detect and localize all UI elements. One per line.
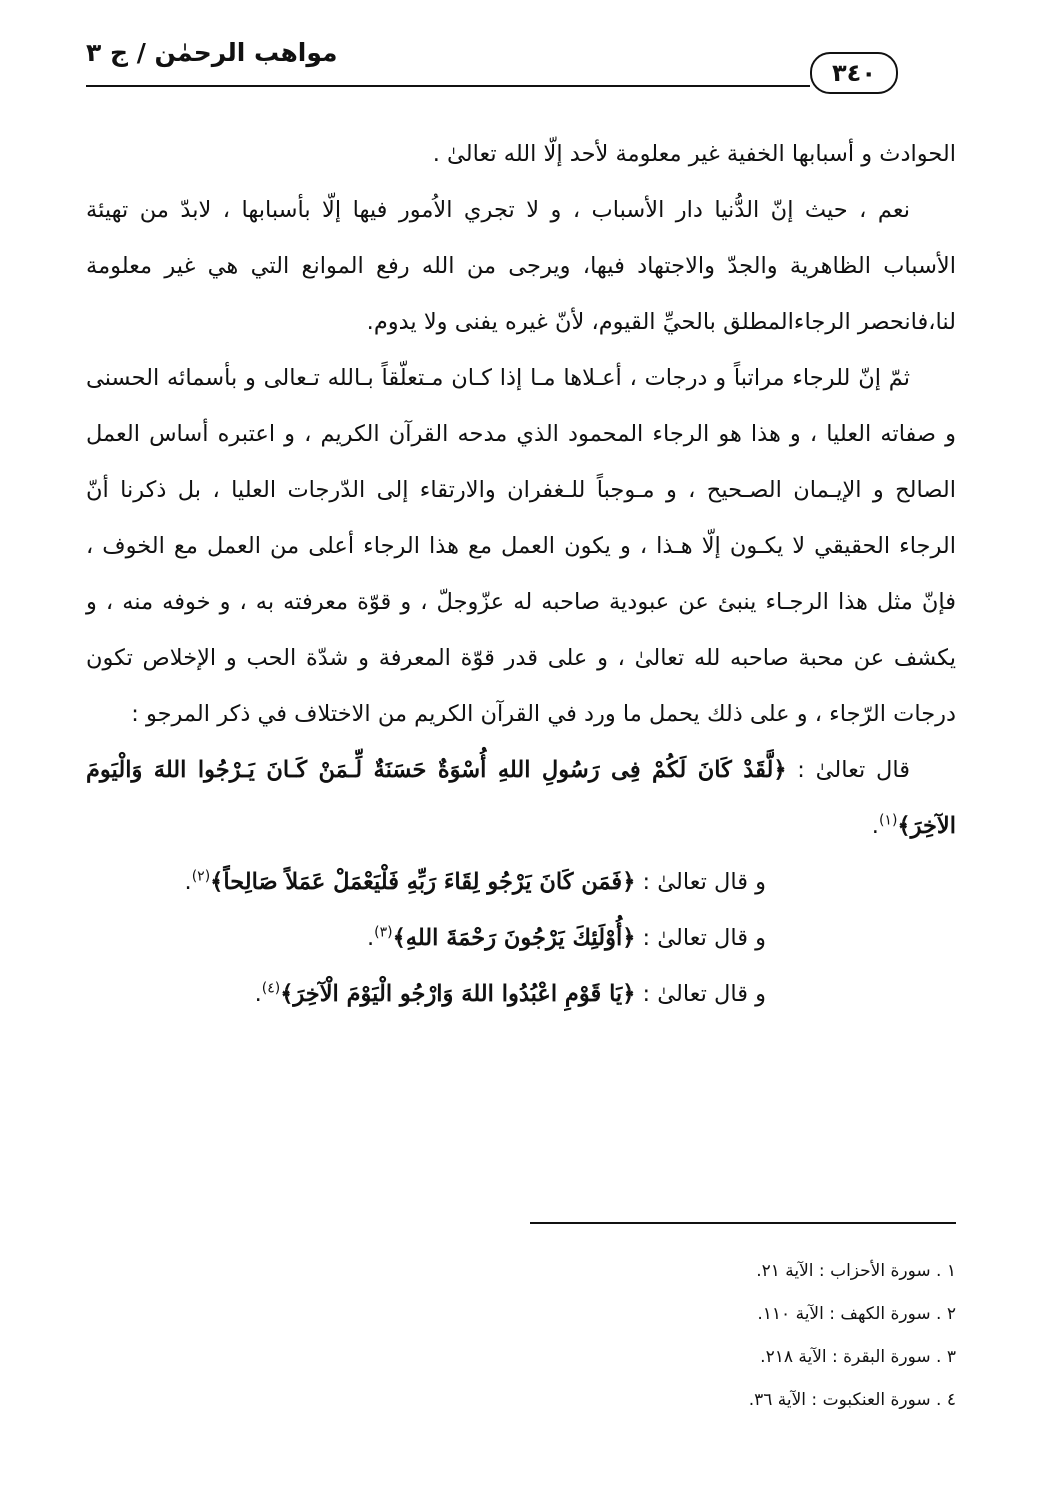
footnote-ref: (٤) [261,980,281,997]
footnotes [420,1250,956,1422]
paragraph-3: ثمّ إنّ للرجاء مراتباً و درجات ، أعـلاها مـا إذا كـان مـتعلّقاً بـالله تـعالى و بأسمائه الحسنى و صفاته العليا ، و هذا هو الرجاء المحمود الذي مدحه القرآن الكريم ، و اعتبره أساس العمل الصالح و الإيـمان الصـحيح ، و مـوجباً للـغفران والارتقاء إلى الدّرجات العليا ، بل ذكرنا أنّ الرجاء الحقيقي لا يكـون إلّا هـذا ، و يكون العمل مع هذا الرجاء أعلى من العمل مع الخوف ، فإنّ مثل هذا الرجـاء ينبئ عن عبودية صاحبه له عزّوجلّ ، و قوّة معرفته به ، و خوفه منه ، و يكشف عن محبة صاحبه لله تعالىٰ ، و على قدر قوّة المعرفة و شدّة الحب و الإخلاص تكون درجات الرّجاء ، و على ذلك يحمل ما ورد في القرآن الكريم من الاختلاف في ذكر المرجو : [86,365,956,727]
quote-lead-text: و قال تعالىٰ : [635,925,766,951]
body-text [86,126,956,1022]
footnote-ref: (٢) [191,868,211,885]
quote-4 [86,966,956,1022]
footnote-3: ٣ . سورة البقرة : الآية ٢١٨. [760,1347,956,1367]
quote-lead-text: قال تعالىٰ : [786,757,910,783]
quote-1 [86,742,956,854]
footnote-1: ١ . سورة الأحزاب : الآية ٢١. [756,1261,956,1281]
footnote-2: ٢ . سورة الكهف : الآية ١١٠. [757,1304,956,1324]
header-divider [86,85,810,87]
quote-end: . [254,981,262,1007]
quote-2 [86,854,956,910]
quote-end: . [184,869,192,895]
page-number: ٣٤٠ [810,52,898,94]
quran-verse: ﴿لَّقَدْ كَانَ لَكُمْ فِى رَسُولِ اللهِ أُسْوَةٌ حَسَنَةٌ لِّـمَنْ كَـانَ يَـرْجُوا اللهَ وَالْيَومَ الآخِرَ﴾ [86,757,956,839]
quote-3 [86,910,956,966]
footnote-ref: (٣) [374,924,393,941]
quran-verse: ﴿أُوْلَئِكَ يَرْجُونَ رَحْمَةَ اللهِ﴾ [392,925,636,951]
running-header-title: مواهب الرحمٰن / ج ٣ [86,38,338,67]
footnote-ref: (١) [878,812,898,829]
quote-lead-text: و قال تعالىٰ : [635,869,766,895]
paragraph-2: نعم ، حيث إنّ الدُّنيا دار الأسباب ، و لا تجري الاُمور فيها إلّا بأسبابها ، لابدّ من تهيئة الأسباب الظاهرية والجدّ والاجتهاد فيها، ويرجى من الله رفع الموانع التي هي غير معلومة لنا،فانحصر الرجاءالمطلق بالحيِّ القيوم، لأنّ غيره يفنى ولا يدوم. [86,197,956,335]
quote-lead-text: و قال تعالىٰ : [635,981,766,1007]
paragraph-1: الحوادث و أسبابها الخفية غير معلومة لأحد إلّا الله تعالىٰ . [432,141,956,167]
quran-verse: ﴿يَا قَوْمِ اعْبُدُوا اللهَ وَارْجُو الْيَوْمَ الْآخِرَ﴾ [280,981,636,1007]
footnote-4: ٤ . سورة العنكبوت : الآية ٣٦. [748,1390,956,1410]
footnote-divider [530,1222,956,1224]
quran-verse: ﴿فَمَن كَانَ يَرْجُو لِقَاءَ رَبِّهِ فَلْيَعْمَلْ عَمَلاً صَالِحاً﴾ [210,869,636,895]
quote-end: . [871,813,879,839]
quote-end: . [366,925,375,951]
